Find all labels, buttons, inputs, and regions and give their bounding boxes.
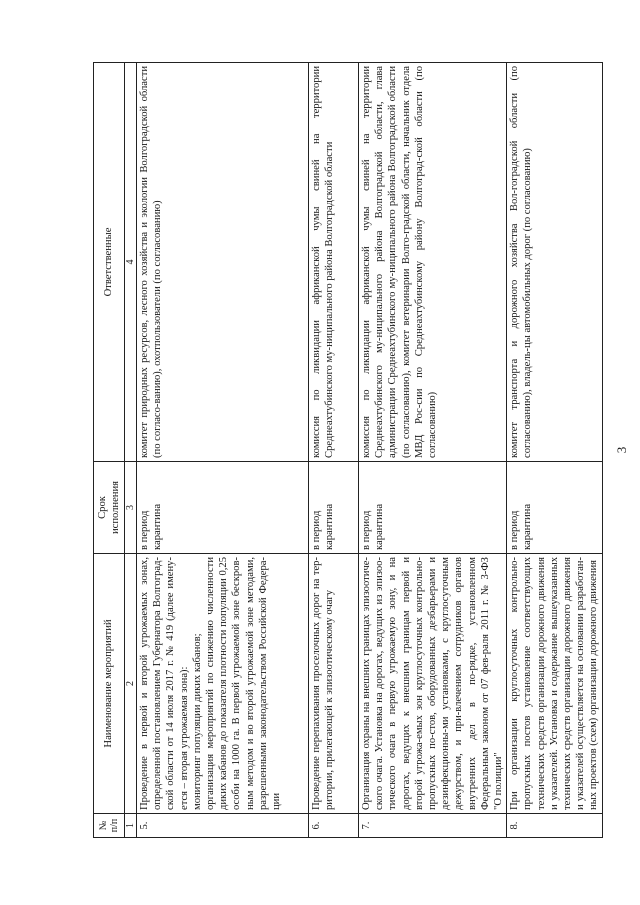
row-term: в период карантина [137, 462, 309, 554]
column-numbers-row [125, 63, 137, 838]
column-number: 2 [125, 554, 137, 814]
row-responsible: комиссия по ликвидации африканской чумы свиней на территории Среднеахтубинского му-ниципального района Волгоградской области [309, 63, 359, 462]
column-number: 4 [125, 63, 137, 462]
table-header-row [94, 63, 125, 838]
row-number: 8. [507, 814, 602, 838]
activity-paragraph: организация мероприятий по снижению численности диких кабанов до показателя плотности популяции 0,25 особи на 1000 га. В первой угрожаемой зоне бескров-ным методом и во второй угрожаемой зоне методами, разрешенными законодательством Российской Федера-ции [205, 557, 283, 810]
header-number: № п/п [94, 814, 125, 838]
row-term: в период карантина [359, 462, 507, 554]
row-term: в период карантина [309, 462, 359, 554]
row-number: 5. [137, 814, 309, 838]
row-responsible: комитет транспорта и дорожного хозяйства Вол-гоградской области (по согласованию), владель-цы автомобильных дорог (по согласованию) [507, 63, 602, 462]
column-number: 1 [125, 814, 137, 838]
page-number: 3 [614, 446, 629, 454]
table-row [507, 63, 602, 838]
activity-paragraph: Проведение в первой и второй угрожаемых зонах, определенной постановлением Губернатора Волгоград-ской области от 14 июля 2017 г. № 419 (далее имену-ется – вторая угрожаемая зона): [139, 557, 190, 810]
table-row [359, 63, 507, 838]
header-responsible: Ответственные [94, 63, 125, 462]
header-activity: Наименование мероприятий [94, 554, 125, 814]
row-activity [137, 554, 309, 814]
row-responsible: комиссия по ликвидации африканской чумы свиней на территории Среднеахтубинского му-ниципального района Волгоградской области, глава администрации Среднеахтубинского му-ниципального района Волгоградской области (по согласованию), комитет ветеринарии Волго-градской области, начальник отдела МВД Рос-сии по Среднеахтубинскому району Волгоград-ской области (по согласованию) [359, 63, 507, 462]
row-number: 6. [309, 814, 359, 838]
row-term: в период карантина [507, 462, 602, 554]
activity-paragraph: мониторинг популяции диких кабанов; [191, 633, 203, 810]
row-number: 7. [359, 814, 507, 838]
table-row [309, 63, 359, 838]
column-number: 3 [125, 462, 137, 554]
activity-paragraph: Организация охраны на внешних границах эпизоотиче-ского очага. Установка на дорогах, ведущих из эпизоо-тического очага в первую угрожаемую зону, и на дорогах, ведущих к внешним границам первой и второй угрожа-емых зон круглосуточных контрольно-пропускных по-стов, оборудованных дезбарьерами и дезинфекционны-ми установками, с круглосуточным дежурством, и при-влечением сотрудников органов внутренних дел в по-рядке, установленном Федеральным законом от 07 фев-раля 2011 г. № 3-ФЗ "О полиции" [361, 557, 505, 810]
measures-table [93, 62, 603, 838]
table-row [137, 63, 309, 838]
row-activity [359, 554, 507, 814]
document-page [93, 63, 598, 838]
row-activity [507, 554, 602, 814]
row-responsible: комитет природных ресурсов, лесного хозяйства и экологии Волгоградской области (по согласо-ванию), охотпользователи (по согласованию) [137, 63, 309, 462]
header-term: Срок исполнения [94, 462, 125, 554]
row-activity [309, 554, 359, 814]
activity-paragraph: При организации круглосуточных контрольно-пропускных постов установление соответствующих технических средств организации дорожного движения и указателей. Установка и содержание вышеуказанных технических средств организации дорожного движения и указателей осуществляется на основании разработан-ных проектов (схем) организации дорожного движения [509, 557, 600, 810]
activity-paragraph: Проведение перепахивания проселочных дорог на тер-ритории, прилегающей к эпизоотическому очагу [311, 557, 336, 810]
